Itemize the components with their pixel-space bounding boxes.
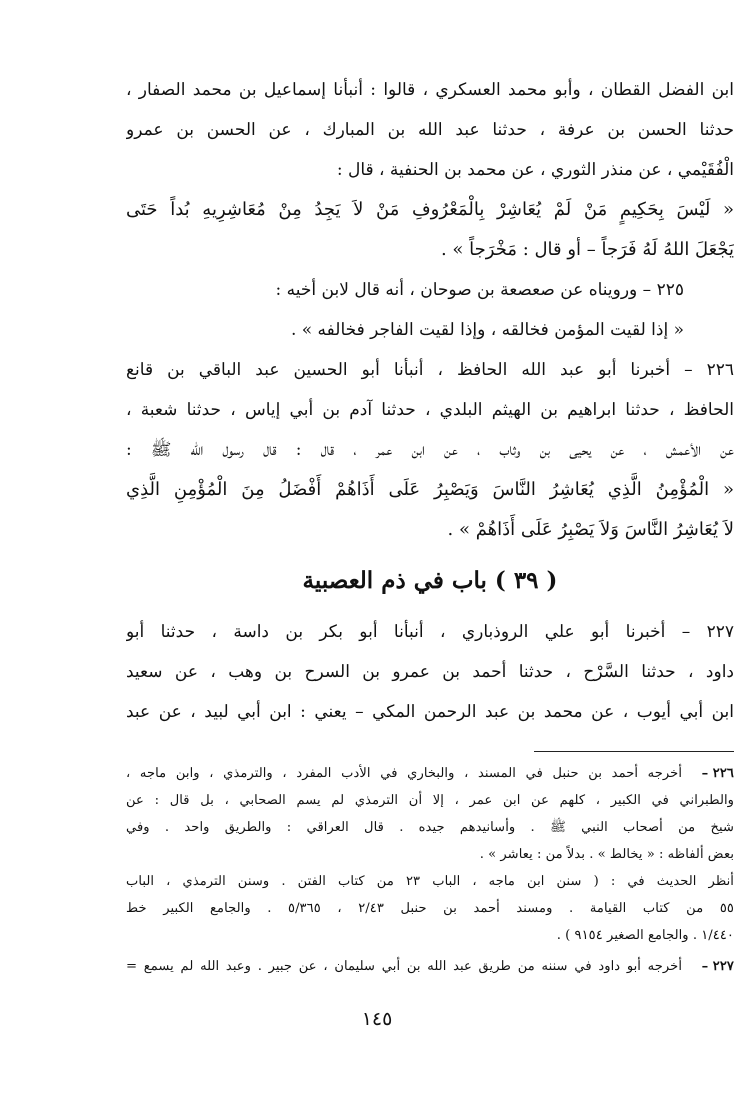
hadith-227: ٢٢٧ – أخبرنا أبو علي الروذباري ، أنبأنا أبو بكر بن داسة ، حدثنا أبو: [126, 622, 734, 642]
text-line: حدثنا الحسن بن عرفة ، حدثنا عبد الله بن المبارك ، عن الحسن بن عمرو: [126, 120, 734, 140]
main-text: [126, 70, 734, 732]
text-line: ابن الفضل القطان ، وأبو محمد العسكري ، قالوا : أنبأنا إسماعيل بن محمد الصفار ،: [126, 80, 734, 100]
footnote-line: بعض ألفاظه : « يخالط » . بدلاً من : يعاشر » .: [479, 847, 734, 862]
footnote-text: أخرجه أحمد بن حنبل في المسند ، والبخاري في الأدب المفرد ، والترمذي ، وابن ماجه ،: [126, 766, 682, 781]
quote-line: « إذا لقيت المؤمن فخالقه ، وإذا لقيت الفاجر فخالفه » .: [290, 320, 684, 340]
footnote-line: أنظر الحديث في : ( سنن ابن ماجه ، الباب ٢٣ من كتاب الفتن . وسنن الترمذي ، الباب: [126, 874, 734, 889]
quote-line: لاَ يُعَاشِرُ النَّاسَ وَلاَ يَصْبِرُ عَلَى أَذَاهُمْ » .: [447, 519, 734, 540]
footnote-number: ٢٢٦ –: [701, 766, 734, 781]
footnote-number: ٢٢٧ –: [701, 959, 734, 974]
text-line: داود ، حدثنا السَّرْح ، حدثنا أحمد بن عمرو بن السرح بن وهب ، عن سعيد: [126, 662, 734, 682]
footnote-227: [126, 953, 734, 980]
text-line: عن الأعمش ، عن يحيى بن وثاب ، عن ابن عمر ، قال : قال رسول الله ﷺ :: [126, 440, 734, 460]
page-number: ١٤٥: [361, 1008, 393, 1030]
footnote-text: أخرجه أبو داود في سننه من طريق عبد الله بن أبي سليمان ، عن جبير . وعبد الله لم يسمع =: [126, 959, 682, 974]
footnote-line: شيخ من أصحاب النبي ﷺ . وأسانيدهم جيده . قال العراقي : والطريق واحد . وفي: [126, 820, 734, 835]
text-line: الحافظ ، حدثنا ابراهيم بن الهيثم البلدي ، حدثنا آدم بن أبي إياس ، حدثنا شعبة ،: [126, 400, 734, 420]
footnotes: [126, 760, 734, 980]
footnote-line: والطبراني في الكبير ، كلهم عن ابن عمر ، إلا أن الترمذي لم يسم الصحابي ، بل قال : عن: [126, 793, 734, 808]
footnote-line: ٥٥ من كتاب القيامة . ومسند أحمد بن حنبل ٢/٤٣ ، ٥/٣٦٥ . والجامع الكبير خط: [126, 901, 734, 916]
footnote-line: ١/٤٤٠ . والجامع الصغير ٩١٥٤ ) .: [556, 928, 734, 943]
footnote-226: [126, 760, 734, 787]
hadith-226: ٢٢٦ – أخبرنا أبو عبد الله الحافظ ، أنبأنا أبو الحسين عبد الباقي بن قانع: [126, 360, 734, 380]
quote-line: « لَيْسَ بِحَكِيمٍ مَنْ لَمْ يُعَاشِرْ بِالْمَعْرُوفِ مَنْ لاَ يَجِدُ مِنْ مُعَاشِرِيهِ بُداً حَتَى: [126, 199, 734, 220]
hadith-225: ٢٢٥ – ورويناه عن صعصعة بن صوحان ، أنه قال لابن أخيه :: [275, 280, 684, 300]
quote-line: يَجْعَلَ اللهُ لَهُ فَرَجاً – أو قال : مَخْرَجاً » .: [440, 239, 734, 260]
footnote-divider: [534, 751, 734, 752]
text-line: ابن أبي أيوب ، عن محمد بن عبد الرحمن المكي – يعني : ابن أبي لبيد ، عن عبد: [126, 702, 734, 722]
chapter-heading: ( ٣٩ ) باب في ذم العصبية: [302, 567, 558, 594]
quote-line: « الْمُؤْمِنُ الَّذِي يُعَاشِرُ النَّاسَ وَيَصْبِرُ عَلَى أَذَاهُمْ أَفْضَلُ مِنَ الْمُؤْمِنِ الَّذِي: [126, 479, 734, 500]
text-line: الْفُقَيْمي ، عن منذر الثوري ، عن محمد بن الحنفية ، قال :: [336, 160, 734, 180]
